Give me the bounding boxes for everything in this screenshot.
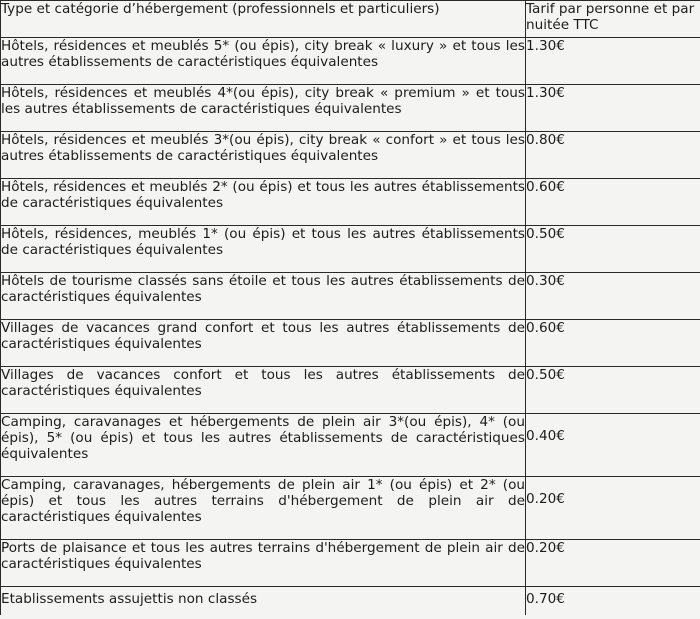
table-row xyxy=(1,477,700,540)
tariff-cell: 0.30€ xyxy=(526,273,700,320)
category-cell: Hôtels de tourisme classés sans étoile et tous les autres établissements de caractéristiques équivalentes xyxy=(1,273,526,320)
table-row xyxy=(1,587,700,615)
table-row xyxy=(1,367,700,414)
category-cell: Villages de vacances grand confort et tous les autres établissements de caractéristiques équivalentes xyxy=(1,320,526,367)
category-cell: Camping, caravanages, hébergements de plein air 1* (ou épis) et 2* (ou épis) et tous les autres terrains d'hébergement de plein air de caractéristiques équivalentes xyxy=(1,477,526,540)
tariff-cell: 0.70€ xyxy=(526,587,700,615)
table-row xyxy=(1,226,700,273)
table-row xyxy=(1,540,700,587)
header-accommodation-type: Type et catégorie d’hébergement (professionnels et particuliers) xyxy=(1,1,526,38)
category-cell: Etablissements assujettis non classés xyxy=(1,587,526,615)
category-cell: Hôtels, résidences et meublés 5* (ou épis), city break « luxury » et tous les autres établissements de caractéristiques équivalentes xyxy=(1,38,526,85)
table-row xyxy=(1,85,700,132)
category-cell: Villages de vacances confort et tous les autres établissements de caractéristiques équivalentes xyxy=(1,367,526,414)
table-row xyxy=(1,320,700,367)
tariff-cell: 1.30€ xyxy=(526,85,700,132)
tariff-cell: 0.80€ xyxy=(526,132,700,179)
tariff-cell: 0.50€ xyxy=(526,367,700,414)
tariff-cell: 0.50€ xyxy=(526,226,700,273)
table-row xyxy=(1,414,700,477)
tariff-cell: 0.20€ xyxy=(526,477,700,540)
table-row xyxy=(1,273,700,320)
category-cell: Ports de plaisance et tous les autres terrains d'hébergement de plein air de caractéristiques équivalentes xyxy=(1,540,526,587)
category-cell: Hôtels, résidences et meublés 3*(ou épis), city break « confort » et tous les autres établissements de caractéristiques équivalentes xyxy=(1,132,526,179)
category-cell: Hôtels, résidences et meublés 2* (ou épis) et tous les autres établissements de caractéristiques équivalentes xyxy=(1,179,526,226)
category-cell: Hôtels, résidences, meublés 1* (ou épis) et tous les autres établissements de caractéristiques équivalentes xyxy=(1,226,526,273)
table-row xyxy=(1,38,700,85)
table-row xyxy=(1,179,700,226)
tariff-cell: 0.60€ xyxy=(526,320,700,367)
tariff-cell: 0.20€ xyxy=(526,540,700,587)
tariff-cell: 0.40€ xyxy=(526,414,700,477)
category-cell: Hôtels, résidences et meublés 4*(ou épis), city break « premium » et tous les autres établissements de caractéristiques équivalentes xyxy=(1,85,526,132)
category-cell: Camping, caravanages et hébergements de plein air 3*(ou épis), 4* (ou épis), 5* (ou épis) et tous les autres établissements de caractéristiques équivalentes xyxy=(1,414,526,477)
header-tariff: Tarif par personne et par nuitée TTC xyxy=(526,1,700,38)
table-row xyxy=(1,132,700,179)
tariff-cell: 1.30€ xyxy=(526,38,700,85)
table-header-row xyxy=(1,1,700,38)
tariff-cell: 0.60€ xyxy=(526,179,700,226)
